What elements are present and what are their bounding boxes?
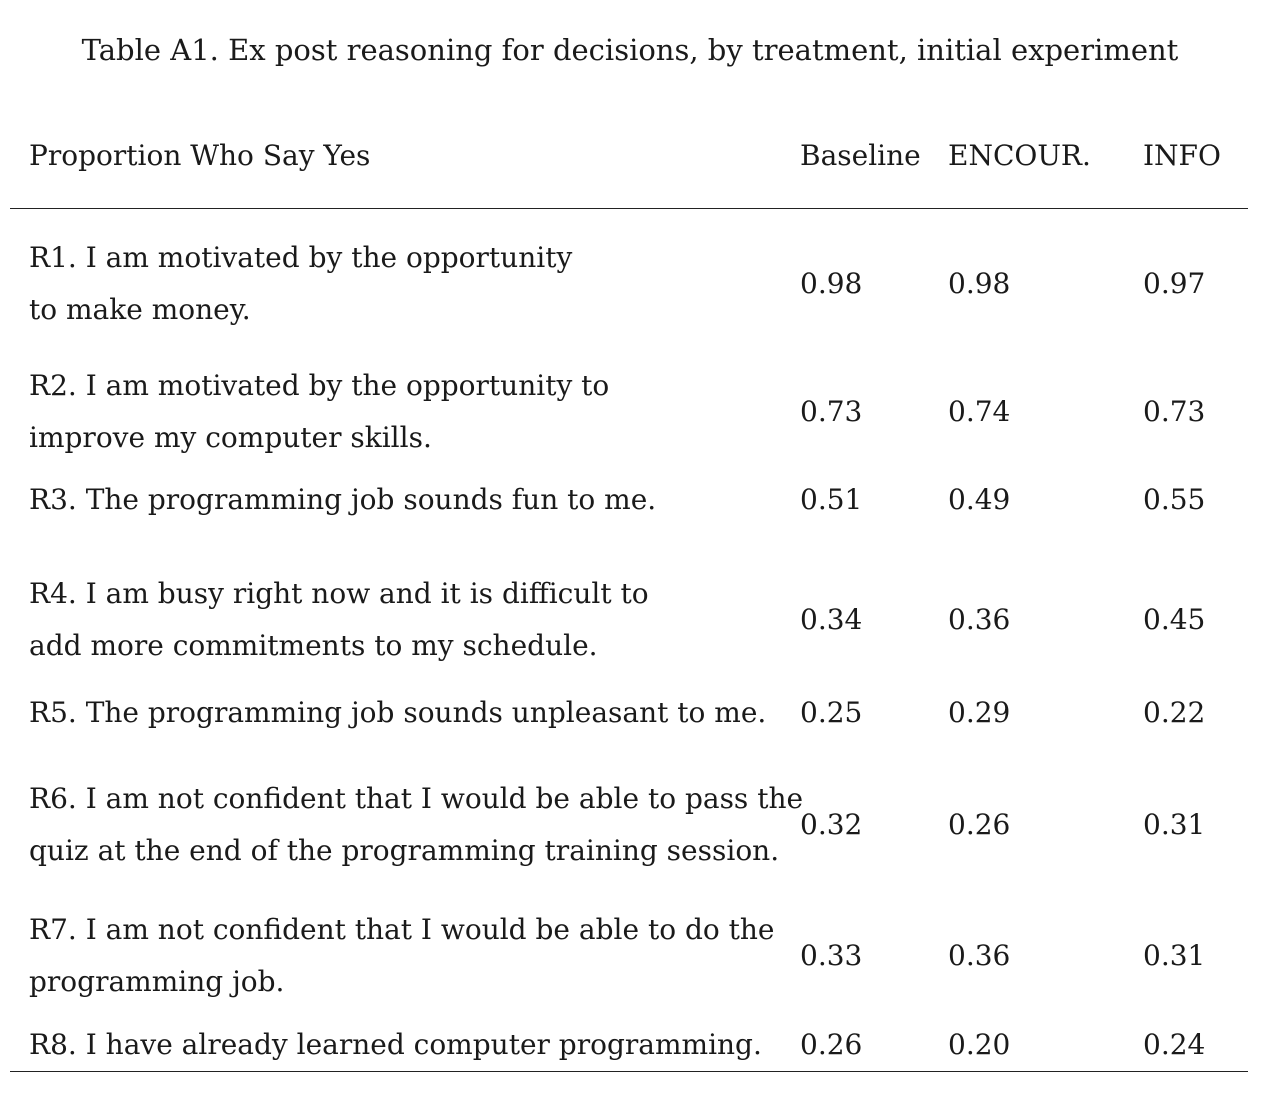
row-label (29, 1019, 762, 1071)
row-label-line: to make money. (29, 293, 251, 326)
value-encour: 0.49 (948, 483, 1011, 516)
bottom-rule (10, 1071, 1248, 1072)
value-baseline: 0.98 (800, 267, 863, 300)
value-encour: 0.29 (948, 696, 1011, 729)
value-info: 0.31 (1143, 808, 1206, 841)
value-info: 0.24 (1143, 1028, 1206, 1061)
results-table (10, 130, 1248, 209)
table-header-row (10, 130, 1248, 209)
row-label (29, 904, 775, 1008)
value-info: 0.55 (1143, 483, 1206, 516)
value-encour: 0.26 (948, 808, 1011, 841)
row-label-line: programming job. (29, 965, 285, 998)
value-encour: 0.36 (948, 603, 1011, 636)
value-baseline: 0.33 (800, 939, 863, 972)
value-baseline: 0.34 (800, 603, 863, 636)
header-label: Proportion Who Say Yes (29, 139, 371, 172)
row-label-line: R2. I am motivated by the opportunity to (29, 369, 610, 402)
row-label-line: R6. I am not confident that I would be able to pass the (29, 782, 804, 815)
row-label-line: improve my computer skills. (29, 421, 432, 454)
value-baseline: 0.26 (800, 1028, 863, 1061)
row-label (29, 687, 766, 739)
header-baseline: Baseline (800, 139, 921, 172)
value-info: 0.97 (1143, 267, 1206, 300)
row-label-line: R3. The programming job sounds fun to me. (29, 483, 657, 516)
row-label (29, 232, 572, 336)
row-label (29, 568, 649, 672)
row-label (29, 360, 609, 464)
row-label-line: R7. I am not confident that I would be able to do the (29, 913, 775, 946)
row-label-line: R8. I have already learned computer programming. (29, 1028, 762, 1061)
row-label-line: R1. I am motivated by the opportunity (29, 241, 573, 274)
value-info: 0.73 (1143, 395, 1206, 428)
table-caption: Table A1. Ex post reasoning for decisions, by treatment, initial experiment (81, 33, 1179, 67)
value-baseline: 0.32 (800, 808, 863, 841)
row-label (29, 773, 803, 877)
row-label (29, 474, 656, 526)
value-encour: 0.20 (948, 1028, 1011, 1061)
row-label-line: quiz at the end of the programming training session. (29, 834, 780, 867)
row-label-line: R4. I am busy right now and it is difficult to (29, 577, 649, 610)
value-baseline: 0.73 (800, 395, 863, 428)
value-encour: 0.74 (948, 395, 1011, 428)
row-label-line: R5. The programming job sounds unpleasant to me. (29, 696, 767, 729)
row-label-line: add more commitments to my schedule. (29, 629, 598, 662)
value-info: 0.31 (1143, 939, 1206, 972)
value-info: 0.22 (1143, 696, 1206, 729)
value-encour: 0.36 (948, 939, 1011, 972)
value-encour: 0.98 (948, 267, 1011, 300)
header-info: INFO (1143, 139, 1221, 172)
value-info: 0.45 (1143, 603, 1206, 636)
header-encour: ENCOUR. (948, 139, 1091, 172)
value-baseline: 0.51 (800, 483, 863, 516)
value-baseline: 0.25 (800, 696, 863, 729)
